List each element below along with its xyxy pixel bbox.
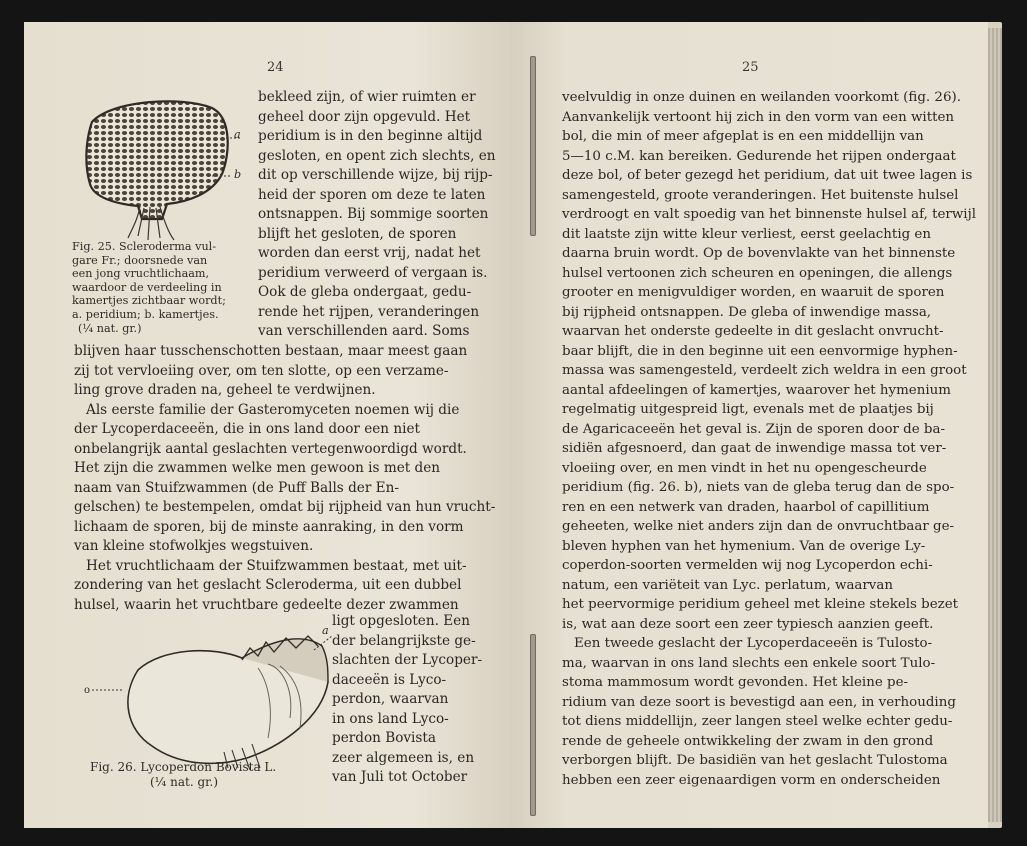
fig25-caption-line: gare Fr.; doorsnede van bbox=[72, 253, 208, 267]
left-column-text bbox=[258, 88, 496, 342]
text-line: zondering van het geslacht Scleroderma, uit een dubbel bbox=[74, 577, 462, 593]
text-line: Het vruchtlichaam der Stuifzwammen bestaat, met uit- bbox=[86, 557, 467, 574]
text-line: baar blijft, die in den beginne uit een eenvormige hyphen- bbox=[562, 343, 958, 359]
text-line: 5—10 c.M. kan bereiken. Gedurende het rijpen ondergaat bbox=[562, 148, 956, 164]
text-line: Als eerste familie der Gasteromyceten noemen wij die bbox=[86, 401, 460, 418]
text-line: naam van Stuifzwammen (de Puff Balls der En- bbox=[74, 479, 399, 496]
text-line: perdon Bovista bbox=[332, 730, 436, 746]
fig26-label-a: a bbox=[322, 624, 329, 637]
text-line: deze bol, of beter gezegd het peridium, dat uit twee lagen is bbox=[562, 168, 973, 183]
text-line: regelmatig uitgespreid ligt, evenals met de plaatjes bij bbox=[562, 402, 934, 417]
text-line: stoma mammosum wordt gevonden. Het kleine pe- bbox=[562, 675, 909, 690]
text-line: samengesteld, groote veranderingen. Het buitenste hulsel bbox=[562, 187, 959, 203]
text-line: hulsel vertoonen zich scheuren en openingen, die allengs bbox=[562, 265, 953, 281]
text-line: bekleed zijn, of wier ruimten er bbox=[258, 89, 476, 105]
text-line: bleven hyphen van het hymenium. Van de overige Ly- bbox=[562, 538, 926, 554]
text-line: zij tot vervloeiing over, om ten slotte, op een verzame- bbox=[74, 362, 449, 379]
figure-26-illustration bbox=[82, 618, 332, 774]
text-line: ling grove draden na, geheel te verdwijnen. bbox=[74, 382, 376, 398]
text-line: van kleine stofwolkjes wegstuiven. bbox=[74, 538, 314, 554]
left-page bbox=[24, 22, 510, 828]
text-line: heid der sporen om deze te laten bbox=[258, 186, 486, 203]
text-line: lichaam de sporen, bij de minste aanraking, in den vorm bbox=[74, 518, 464, 535]
text-line: de Agaricaceeën het geval is. Zijn de sporen door de ba- bbox=[562, 421, 946, 437]
fig26-label-o: o bbox=[84, 685, 91, 696]
text-line: waarvan het onderste gedeelte in dit geslacht onvrucht- bbox=[562, 324, 944, 339]
text-line: ma, waarvan in ons land slechts een enkele soort Tulo- bbox=[562, 655, 936, 671]
text-line: van Juli tot October bbox=[332, 769, 468, 785]
fig25-caption-line: (¼ nat. gr.) bbox=[78, 321, 142, 335]
text-line: zeer algemeen is, en bbox=[332, 749, 475, 766]
text-line: peridium verweerd of vergaan is. bbox=[258, 264, 488, 281]
text-line: daarna bruin wordt. Op de bovenvlakte van het binnenste bbox=[562, 246, 956, 261]
text-line: onbelangrijk aantal geslachten vertegenwoordigd wordt. bbox=[74, 440, 467, 457]
text-line: geheeten, welke niet anders zijn dan de onvruchtbaar ge- bbox=[562, 519, 955, 534]
open-book bbox=[24, 22, 1002, 828]
left-full-text bbox=[74, 342, 496, 615]
fig26-caption-line: (¼ nat. gr.) bbox=[150, 775, 219, 789]
fig26-caption bbox=[90, 760, 340, 790]
fig25-caption bbox=[72, 240, 254, 335]
text-line: perdon, waarvan bbox=[332, 691, 449, 707]
text-line: veelvuldig in onze duinen en weilanden voorkomt (fig. 26). bbox=[562, 90, 961, 105]
fig25-caption-line: kamertjes zichtbaar wordt; bbox=[72, 294, 226, 308]
text-line: verdroogt en valt spoedig van het binnenste hulsel af, terwijl bbox=[562, 207, 977, 222]
fig25-label-a: a bbox=[234, 128, 241, 141]
text-line: natum, een variëteit van Lyc. perlatum, waarvan bbox=[562, 577, 893, 593]
text-line: der Lycoperdaceeën, die in ons land door een niet bbox=[74, 421, 420, 437]
text-line: tot diens middellijn, zeer langen steel welke echter gedu- bbox=[562, 714, 953, 729]
text-line: hebben een zeer eigenaardigen vorm en onderscheiden bbox=[562, 772, 941, 788]
text-line: is, wat aan deze soort een zeer typiesch aanzien geeft. bbox=[562, 616, 934, 632]
text-line: aantal afdeelingen of kamertjes, waarover het hymenium bbox=[562, 382, 951, 398]
text-line: der belangrijkste ge- bbox=[332, 632, 476, 649]
text-line: Een tweede geslacht der Lycoperdaceeën is Tulosto- bbox=[574, 636, 933, 651]
text-line: rende de geheele ontwikkeling der zwam in den grond bbox=[562, 733, 934, 749]
text-line: in ons land Lyco- bbox=[332, 710, 449, 727]
text-line: Ook de gleba ondergaat, gedu- bbox=[258, 284, 472, 300]
text-line: grooter en menigvuldiger worden, en waaruit de sporen bbox=[562, 285, 945, 300]
text-line: peridium is in den beginne altijd bbox=[258, 128, 483, 144]
text-line: vloeiing over, en men vindt in het nu opengescheurde bbox=[562, 460, 927, 476]
fig25-label-b: b bbox=[234, 168, 242, 181]
text-line: slachten der Lycoper- bbox=[332, 652, 483, 668]
text-line: daceeën is Lyco- bbox=[332, 671, 447, 688]
text-line: ren en een netwerk van draden, haarbol of capillitium bbox=[562, 499, 930, 515]
page-number-right: 25 bbox=[742, 60, 759, 75]
text-line: verborgen blijft. De basidiën van het geslacht Tulostoma bbox=[562, 753, 948, 768]
text-line: van verschillenden aard. Soms bbox=[258, 323, 470, 339]
right-page bbox=[510, 22, 988, 828]
fig25-caption-line: waardoor de verdeeling in bbox=[72, 280, 222, 294]
text-line: blijven haar tusschenschotten bestaan, maar meest gaan bbox=[74, 343, 468, 359]
text-line: het peervormige peridium geheel met kleine stekels bezet bbox=[562, 597, 959, 612]
text-line: sidiën afgesnoerd, dan gaat de inwendige massa tot ver- bbox=[562, 441, 947, 456]
text-line: worden dan eerst vrij, nadat het bbox=[258, 245, 481, 261]
text-line: gelschen) te bestempelen, omdat bij rijpheid van hun vrucht- bbox=[74, 499, 496, 515]
binding-thread-top bbox=[530, 56, 536, 236]
text-line: dit laatste zijn witte kleur verliest, eerst geelachtig en bbox=[562, 226, 931, 242]
text-line: bij rijpheid ontsnappen. De gleba of inwendige massa, bbox=[562, 304, 932, 320]
text-line: ligt opgesloten. Een bbox=[332, 613, 470, 629]
text-line: geheel door zijn opgevuld. Het bbox=[258, 108, 471, 125]
fig25-caption-line: Fig. 25. Scleroderma vul- bbox=[72, 240, 217, 253]
figure-25-illustration bbox=[72, 94, 242, 244]
text-line: blijft het gesloten, de sporen bbox=[258, 225, 457, 242]
binding-thread-bottom bbox=[530, 634, 536, 816]
text-line: rende het rijpen, veranderingen bbox=[258, 303, 480, 320]
text-line: bol, die min of meer afgeplat is en een middellijn van bbox=[562, 129, 924, 144]
text-line: hulsel, waarin het vruchtbare gedeelte dezer zwammen bbox=[74, 596, 459, 613]
text-line: gesloten, en opent zich slechts, en bbox=[258, 147, 496, 164]
text-line: ontsnappen. Bij sommige soorten bbox=[258, 206, 489, 222]
page-edges bbox=[988, 28, 1002, 822]
fig26-caption-line: Fig. 26. Lycoperdon Bovista L. bbox=[90, 760, 277, 774]
text-line: Het zijn die zwammen welke men gewoon is met den bbox=[74, 460, 441, 476]
text-line: coperdon-soorten vermelden wij nog Lycoperdon echi- bbox=[562, 558, 933, 573]
fig25-caption-line: een jong vruchtlichaam, bbox=[72, 267, 210, 281]
fig25-caption-line: a. peridium; b. kamertjes. bbox=[72, 307, 219, 321]
right-page-text bbox=[562, 88, 977, 790]
text-line: dit op verschillende wijze, bij rijp- bbox=[258, 167, 493, 183]
text-line: massa was samengesteld, verdeelt zich weldra in een groot bbox=[562, 363, 967, 378]
page-number-left: 24 bbox=[267, 60, 284, 75]
text-line: ridium van deze soort is bevestigd aan een, in verhouding bbox=[562, 694, 956, 710]
left-narrow-text bbox=[332, 612, 483, 788]
text-line: peridium (fig. 26. b), niets van de gleba terug dan de spo- bbox=[562, 480, 955, 495]
text-line: Aanvankelijk vertoont hij zich in den vorm van een witten bbox=[562, 109, 955, 125]
